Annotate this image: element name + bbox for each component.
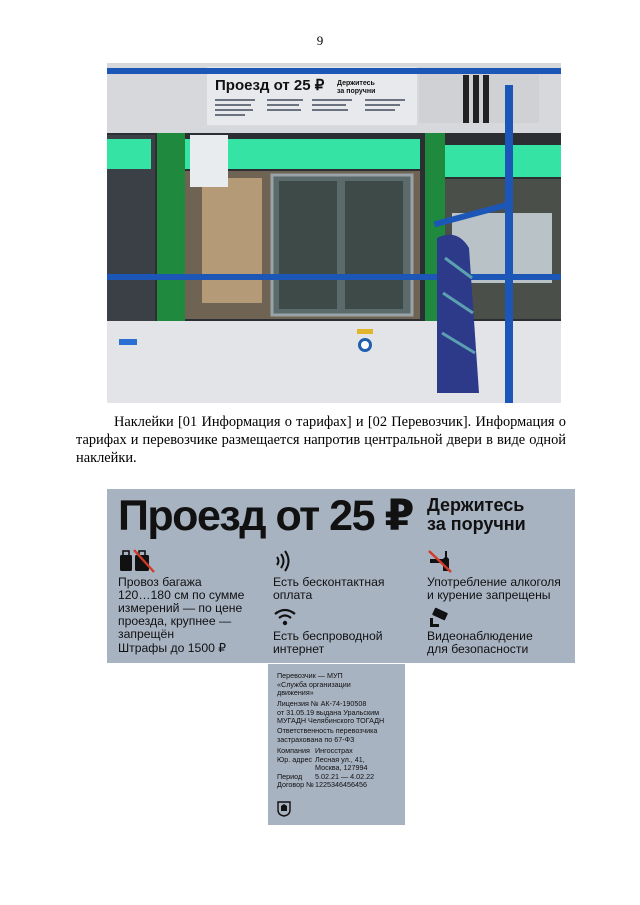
carrier-name-line: Перевозчик — МУП [277, 671, 343, 680]
carrier-insurance [277, 727, 377, 744]
video-line: Видеонаблюдение [427, 629, 533, 643]
alcohol-line: и курение запрещены [427, 588, 551, 602]
carrier-name-line: движения» [277, 688, 314, 698]
wifi-text [273, 630, 413, 656]
hold-line-1: Держитесь [427, 495, 525, 515]
photo-poster [207, 67, 417, 125]
alcohol-text [427, 576, 575, 602]
sticker-title: Проезд от 25 ₽ [118, 492, 413, 540]
caption-text: Наклейки [01 Информация о тарифах] и [02 Перевозчик]. Информация о тарифах и перевозчике размещается напротив центральной двери в виде одной наклейки. [76, 414, 566, 466]
photo-poster-hold-1: Держитесь [337, 80, 375, 87]
carrier-details [277, 747, 385, 790]
bus-interior-illustration [107, 63, 561, 403]
video-text [427, 630, 575, 656]
period-label: Период [277, 771, 303, 781]
carrier-card [268, 664, 405, 825]
contactless-icon [273, 549, 293, 573]
period-value: 5.02.21 — 4.02.22 [315, 771, 375, 781]
insurance-line: застрахована по 67-ФЗ [277, 734, 355, 744]
camera-icon [427, 606, 451, 630]
contactless-line: оплата [273, 588, 313, 602]
baggage-line: 120…180 см по сумме [118, 588, 245, 602]
address-line-2: Москва, 127994 [315, 763, 368, 773]
contactless-line: Есть бесконтактная [273, 575, 385, 589]
city-emblem-icon [277, 801, 291, 817]
carrier-name [277, 672, 351, 698]
photo-poster-hold-2: за поручни [337, 88, 376, 95]
carrier-license [277, 700, 384, 726]
contract-label: Договор № [277, 780, 314, 790]
alcohol-line: Употребление алкоголя [427, 575, 561, 589]
baggage-line: измерений — по цене [118, 601, 243, 615]
baggage-line: проезда, крупнее — [118, 614, 232, 628]
license-line: Лицензия № АК-74-190508 [277, 699, 367, 708]
wifi-line: интернет [273, 642, 325, 656]
no-alcohol-smoking-icon [427, 549, 453, 573]
contract-value: 1225346456456 [315, 780, 367, 790]
bus-interior-photo [107, 63, 561, 403]
license-line: МУГАДН Челябинского ТОГАДН [277, 716, 385, 726]
insurance-line: Ответственность перевозчика [277, 726, 378, 735]
baggage-line: запрещён [118, 627, 175, 641]
contactless-text [273, 576, 413, 602]
address-label: Юр. адрес [277, 754, 313, 764]
fines-text: Штрафы до 1500 ₽ [118, 641, 227, 655]
baggage-line: Провоз багажа [118, 575, 202, 589]
photo-poster-title: Проезд от 25 ₽ [215, 77, 325, 94]
company-value: Ингосстрах [315, 746, 353, 755]
tariff-sticker [107, 489, 575, 663]
video-line: для безопасности [427, 642, 529, 656]
hold-line-2: за поручни [427, 514, 526, 534]
caption [76, 413, 566, 467]
carrier-name-line: «Служба организации [277, 679, 351, 689]
luggage-no-icon [118, 549, 156, 573]
wifi-line: Есть беспроводной [273, 629, 383, 643]
license-line: от 31.05.19 выдана Уральским [277, 707, 380, 717]
address-line-1: Лесная ул., 41, [315, 754, 365, 764]
wifi-icon [273, 606, 297, 630]
company-label: Компания [277, 746, 310, 755]
page-number: 9 [316, 33, 324, 48]
baggage-text [118, 576, 268, 641]
hold-handrails-text [427, 496, 567, 534]
